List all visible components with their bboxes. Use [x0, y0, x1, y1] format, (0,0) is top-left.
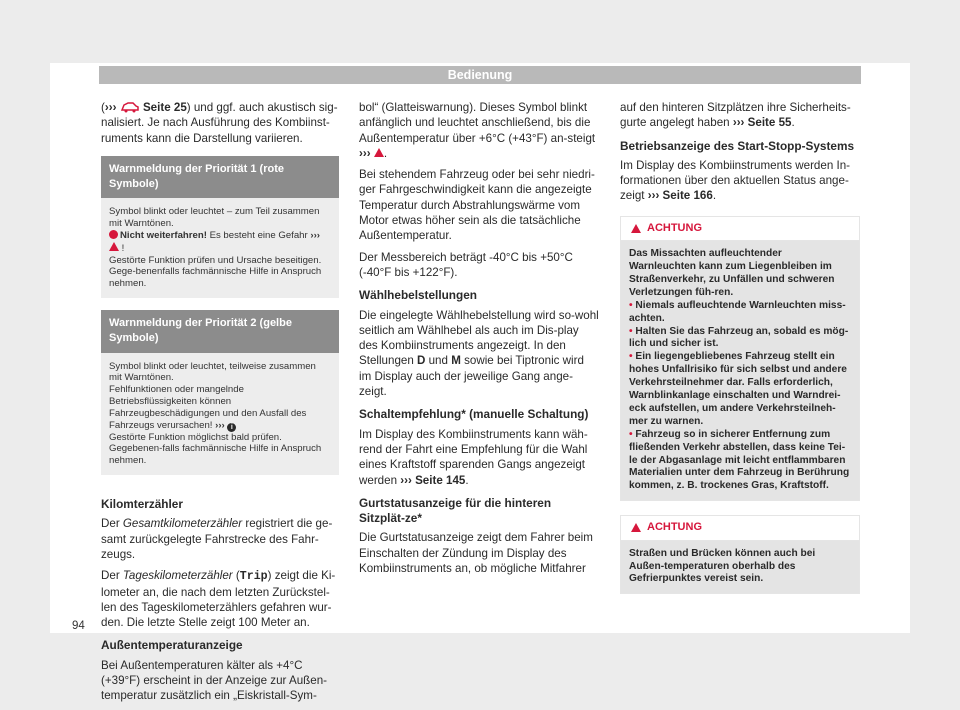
chevron-icon: ››› — [310, 230, 320, 242]
priority2-box-title: Warnmeldung der Priorität 2 (gelbe Symbole) — [101, 310, 339, 353]
range-paragraph: Der Messbereich beträgt -40°C bis +50°C (-40°F bis +122°F). — [359, 250, 573, 279]
chevron-icon: ››› — [359, 146, 371, 160]
gear-paragraph: Die eingelegte Wählhebelstellung wird so-wohl seitlich am Wählhebel als auch im Dis-play des Kombiinstruments angezeigt. In den Stellungen D und M sowie bei Tiptronic wird im Display auch der jeweilige Gang ange-zeigt. — [359, 308, 599, 399]
shift-paragraph: Im Display des Kombiinstruments kann wäh-rend der Fahrt eine Empfehlung für die Wahl eines Kraftstoff sparenden Gangs angezeigt werden ››› Seite 145. — [359, 427, 588, 487]
warning-title: ACHTUNG — [647, 521, 702, 534]
belt-paragraph: Die Gurtstatusanzeige zeigt dem Fahrer beim Einschalten der Zündung im Display des Kombiinstruments an, ob mögliche Mitfahrer — [359, 531, 593, 576]
column-1 — [101, 100, 339, 710]
priority2-box-body: Symbol blinkt oder leuchtet, teilweise zusammen mit Warntönen. Fehlfunktionen oder mangelnde Betriebsflüssigkeiten können Fahrzeugbeschädigungen und den Ausfall des Fahrzeugs verursachen! ››› i Gestörte Funktion möglichst bald prüfen. Gegebenen-falls fachmännische Hilfe in Anspruch nehmen. — [101, 353, 339, 475]
stop-icon — [109, 230, 118, 239]
link-seite-55[interactable]: Seite 55 — [747, 116, 792, 130]
link-seite-25[interactable]: Seite 25 — [142, 101, 187, 114]
chevron-icon: ››› — [732, 116, 745, 130]
warning-triangle-icon — [109, 242, 119, 251]
start-stop-heading: Betriebsanzeige des Start-Stopp-Systems — [620, 138, 855, 153]
chevron-icon: ››› — [215, 419, 225, 431]
km-paragraph-2: Der Tageskilometerzähler (Trip) zeigt die Ki-lometer an, die nach dem letzten Zurückstel-len des Tageskilometerzählers gefahren wur-den. Die letzte Stelle zeigt 100 Meter an. — [101, 569, 336, 630]
intro-paragraph: (››› Seite 25) und ggf. auch akustisch sig-nalisiert. Je nach Ausführung des Kombiinst-ruments kann die Darstellung variieren. — [101, 101, 338, 145]
warning-text: Straßen und Brücken können auch bei Außen-temperaturen oberhalb des Gefrierpunktes vereist sein. — [621, 541, 859, 594]
gear-heading: Wählhebelstellungen — [359, 288, 477, 303]
warning-bullet: • Ein liegengebliebenes Fahrzeug stellt ein hohes Unfallrisiko für sich selbst und andere Verkehrsteilnehmer dar. Falls erforderlich, Warnblinkanlage einschalten und Warndrei-eck aufstellen, um andere Verkehrsteilneh-mer zu warnen. — [629, 351, 847, 427]
warning-intro: Das Missachten aufleuchtender Warnleuchten kann zum Liegenbleiben im Straßenverkehr, zu Unfällen und schweren Verletzungen füh-ren. — [629, 248, 835, 298]
chevron-icon: ››› — [400, 473, 412, 487]
temp-paragraph: Bei Außentemperaturen kälter als +4°C (+39°F) erscheint in der Anzeige zur Außen-temperatur zusätzlich ein „Eiskristall-Sym- — [101, 658, 327, 703]
warning-box-1 — [620, 216, 860, 502]
warning-bullet: • Niemals aufleuchtende Warnleuchten miss-achten. — [629, 299, 846, 324]
chevron-icon: ››› — [104, 101, 117, 114]
warning-bullet: • Halten Sie das Fahrzeug an, sobald es mög-lich und sicher ist. — [629, 325, 849, 350]
km-paragraph-1: Der Gesamtkilometerzähler registriert die ge-samt zurückgelegte Fahrstrecke des Fahr-zeugs. — [101, 517, 333, 561]
column-2 — [359, 100, 599, 582]
priority1-box-body: Symbol blinkt oder leuchtet – zum Teil zusammen mit Warntönen. Nicht weiterfahren! Es besteht eine Gefahr ››› ! Gestörte Funktion prüfen und Ursache beseitigen. Gege-benenfalls fachmännische Hilfe in Anspruch nehmen. — [101, 198, 339, 298]
warning-bullet: • Fahrzeug so in sicherer Entfernung zum fließenden Verkehr abstellen, dass keine Tei-le der Abgasanlage mit leicht entflammbaren Materialien unter dem Fahrzeug in Berührung kommen, z. B. trockenes Gras, Kraftstoff. — [629, 428, 850, 492]
section-header: Bedienung — [99, 66, 861, 84]
km-heading: Kilomterzähler — [101, 497, 183, 512]
warning-triangle-icon — [631, 523, 641, 532]
warning-triangle-icon — [631, 224, 641, 233]
link-seite-145[interactable]: Seite 145 — [415, 473, 466, 487]
column-3 — [620, 100, 860, 594]
chevron-icon: ››› — [647, 189, 660, 203]
info-icon: i — [227, 423, 236, 432]
engine-heat-paragraph: Bei stehendem Fahrzeug oder bei sehr niedri-ger Fahrgeschwindigkeit kann die angezeigte Temperatur durch Abstrahlungswärme vom Motor etwas höher sein als die tatsächliche Außentemperatur. — [359, 168, 595, 243]
warning-triangle-icon — [374, 148, 384, 157]
warning-title: ACHTUNG — [647, 221, 702, 234]
ice-paragraph: bol“ (Glatteiswarnung). Dieses Symbol blinkt anfänglich und leuchtet anschließend, bis die Außentemperatur über +6°C (+43°F) an-steigt ››› . — [359, 101, 596, 160]
shift-heading: Schaltempfehlung* (manuelle Schaltung) — [359, 407, 589, 422]
page-number: 94 — [72, 620, 85, 632]
warning-box-2 — [620, 515, 860, 594]
car-warning-icon — [120, 101, 140, 113]
link-seite-166[interactable]: Seite 166 — [662, 189, 713, 203]
belt-heading: Gurtstatusanzeige für die hinteren Sitzplät-ze* — [359, 495, 552, 526]
temp-heading: Außentemperaturanzeige — [101, 638, 243, 653]
priority1-box-title: Warnmeldung der Priorität 1 (rote Symbole) — [101, 156, 339, 199]
belt-continued-paragraph: auf den hinteren Sitzplätzen ihre Sicherheits-gurte angelegt haben ››› Seite 55. — [620, 101, 851, 130]
start-stop-paragraph: Im Display des Kombiinstruments werden In-formationen über den aktuellen Status ange-zeigt ››› Seite 166. — [620, 158, 851, 203]
